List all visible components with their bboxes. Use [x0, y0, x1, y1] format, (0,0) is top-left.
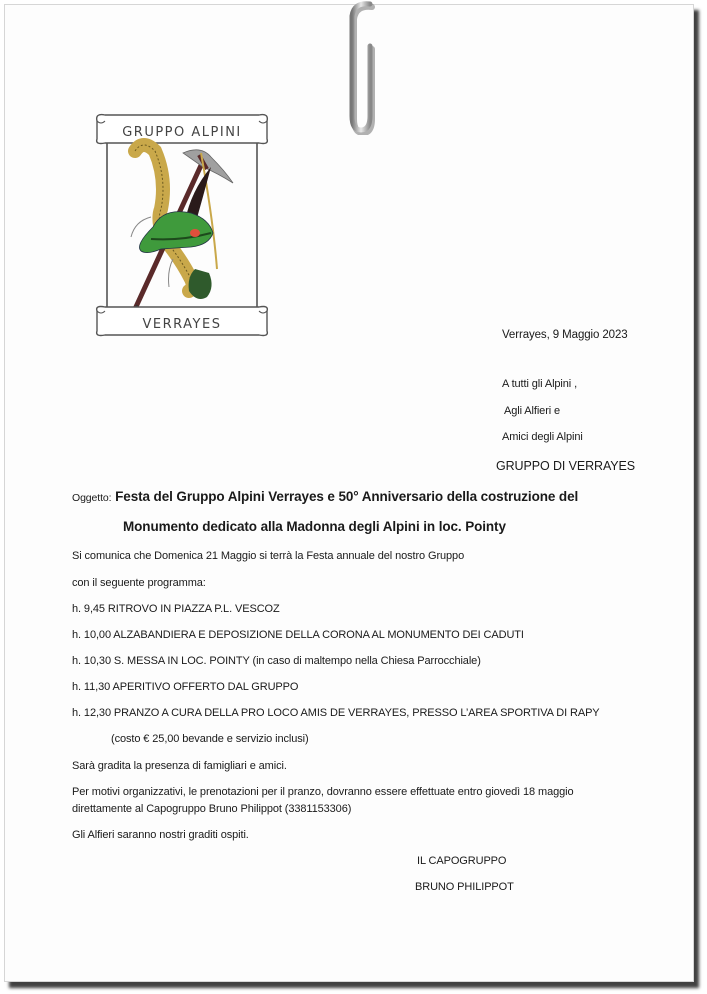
recipient-line: Agli Alfieri e: [504, 405, 561, 417]
welcome-line: Sarà gradita la presenza di famigliari e amici.: [72, 760, 287, 772]
signature-title: IL CAPOGRUPPO: [417, 855, 507, 867]
program-item: h. 9,45 RITROVO IN PIAZZA P.L. VESCOZ: [72, 603, 280, 615]
paperclip-icon: [346, 0, 376, 135]
intro-line: con il seguente programma:: [72, 577, 206, 589]
alpine-hat: [140, 212, 214, 253]
subject-text: Festa del Gruppo Alpini Verrayes e 50° Anniversario della costruzione del: [115, 489, 579, 504]
recipient-line: A tutti gli Alpini ,: [502, 378, 578, 390]
group-name: GRUPPO DI VERRAYES: [496, 459, 635, 473]
program-item: h. 10,00 ALZABANDIERA E DEPOSIZIONE DELLA CORONA AL MONUMENTO DEI CADUTI: [72, 629, 524, 641]
logo-top-text: GRUPPO ALPINI: [122, 125, 242, 140]
guests-line: Gli Alfieri saranno nostri graditi ospiti.: [72, 829, 249, 841]
subject-line-2: Monumento dedicato alla Madonna degli Alpini in loc. Pointy: [123, 519, 506, 534]
top-banner: [97, 115, 268, 144]
cost-note: (costo € 25,00 bevande e servizio inclusi): [111, 733, 309, 745]
booking-line: Per motivi organizzativi, le prenotazioni per il pranzo, dovranno essere effettuate entro giovedì 18 maggio: [72, 786, 574, 798]
subject-line: [72, 489, 578, 504]
signature-name: BRUNO PHILIPPOT: [415, 881, 514, 893]
gruppo-alpini-logo: [91, 109, 273, 341]
program-item: h. 11,30 APERITIVO OFFERTO DAL GRUPPO: [72, 681, 299, 693]
recipient-line: Amici degli Alpini: [502, 431, 583, 443]
subject-label: Oggetto:: [72, 492, 112, 504]
program-item: h. 12,30 PRANZO A CURA DELLA PRO LOCO AMIS DE VERRAYES, PRESSO L’AREA SPORTIVA DI RAPY: [72, 707, 600, 719]
letter-date: Verrayes, 9 Maggio 2023: [502, 329, 628, 341]
letter-page: [4, 4, 694, 982]
bottom-banner: [97, 307, 268, 336]
program-item: h. 10,30 S. MESSA IN LOC. POINTY (in caso di maltempo nella Chiesa Parrocchiale): [72, 655, 481, 667]
intro-line: Si comunica che Domenica 21 Maggio si terrà la Festa annuale del nostro Gruppo: [72, 550, 465, 562]
booking-line: direttamente al Capogruppo Bruno Philippot (3381153306): [72, 803, 352, 815]
logo-bottom-text: VERRAYES: [142, 317, 222, 332]
